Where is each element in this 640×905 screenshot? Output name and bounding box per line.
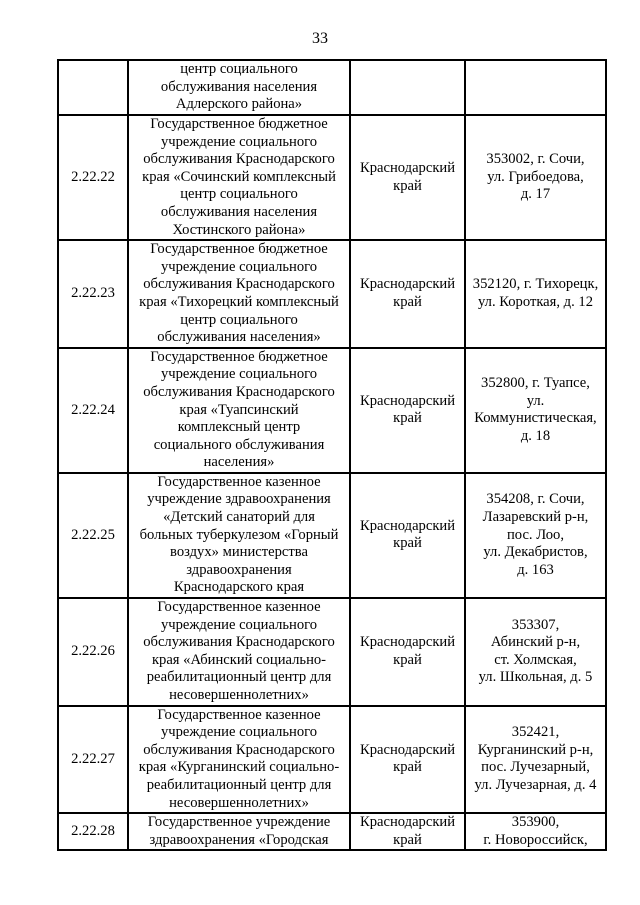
- page-number: 33: [312, 30, 328, 47]
- table-row: [58, 598, 606, 706]
- registry-table: [57, 59, 607, 851]
- institution-name-cell: центр социального обслуживания населения Адлерского района»: [128, 60, 350, 115]
- address-cell: 352800, г. Туапсе, ул. Коммунистическая, д. 18: [465, 348, 606, 473]
- row-number-cell: [58, 60, 128, 115]
- address-cell: 354208, г. Сочи, Лазаревский р-н, пос. Лоо, ул. Декабристов, д. 163: [465, 473, 606, 598]
- row-number-cell: 2.22.25: [58, 473, 128, 598]
- row-number-cell: 2.22.27: [58, 706, 128, 814]
- row-number-cell: 2.22.24: [58, 348, 128, 473]
- table-row: [58, 348, 606, 473]
- table-row: [58, 706, 606, 814]
- institution-name-cell: Государственное бюджетное учреждение социального обслуживания Краснодарского края «Туапсинский комплексный центр социального обслуживания населения»: [128, 348, 350, 473]
- institution-name-cell: Государственное бюджетное учреждение социального обслуживания Краснодарского края «Тихорецкий комплексный центр социального обслуживания населения»: [128, 240, 350, 348]
- row-number-cell: 2.22.22: [58, 115, 128, 240]
- institution-name-cell: Государственное казенное учреждение здравоохранения «Детский санаторий для больных туберкулезом «Горный воздух» министерства здравоохранения Краснодарского края: [128, 473, 350, 598]
- region-cell: Краснодарский край: [350, 473, 465, 598]
- address-cell: 352120, г. Тихорецк, ул. Короткая, д. 12: [465, 240, 606, 348]
- row-number-cell: 2.22.23: [58, 240, 128, 348]
- address-cell: 352421, Курганинский р-н, пос. Лучезарный, ул. Лучезарная, д. 4: [465, 706, 606, 814]
- region-cell: Краснодарский край: [350, 348, 465, 473]
- region-cell: Краснодарский край: [350, 115, 465, 240]
- table-row: [58, 240, 606, 348]
- institution-name-cell: Государственное казенное учреждение социального обслуживания Краснодарского края «Абинский социально- реабилитационный центр для несовершеннолетних»: [128, 598, 350, 706]
- table-row: [58, 473, 606, 598]
- row-number-cell: 2.22.26: [58, 598, 128, 706]
- institution-name-cell: Государственное казенное учреждение социального обслуживания Краснодарского края «Курганинский социально- реабилитационный центр для несовершеннолетних»: [128, 706, 350, 814]
- address-cell: 353307, Абинский р-н, ст. Холмская, ул. Школьная, д. 5: [465, 598, 606, 706]
- address-cell: 353002, г. Сочи, ул. Грибоедова, д. 17: [465, 115, 606, 240]
- institution-name-cell: Государственное бюджетное учреждение социального обслуживания Краснодарского края «Сочинский комплексный центр социального обслуживания населения Хостинского района»: [128, 115, 350, 240]
- row-number-cell: 2.22.28: [58, 813, 128, 850]
- institution-name-cell: Государственное учреждение здравоохранения «Городская: [128, 813, 350, 850]
- address-cell: [465, 60, 606, 115]
- region-cell: Краснодарский край: [350, 813, 465, 850]
- region-cell: [350, 60, 465, 115]
- region-cell: Краснодарский край: [350, 240, 465, 348]
- table-row: [58, 115, 606, 240]
- region-cell: Краснодарский край: [350, 706, 465, 814]
- table-row: [58, 813, 606, 850]
- region-cell: Краснодарский край: [350, 598, 465, 706]
- address-cell: 353900, г. Новороссийск,: [465, 813, 606, 850]
- table-row: [58, 60, 606, 115]
